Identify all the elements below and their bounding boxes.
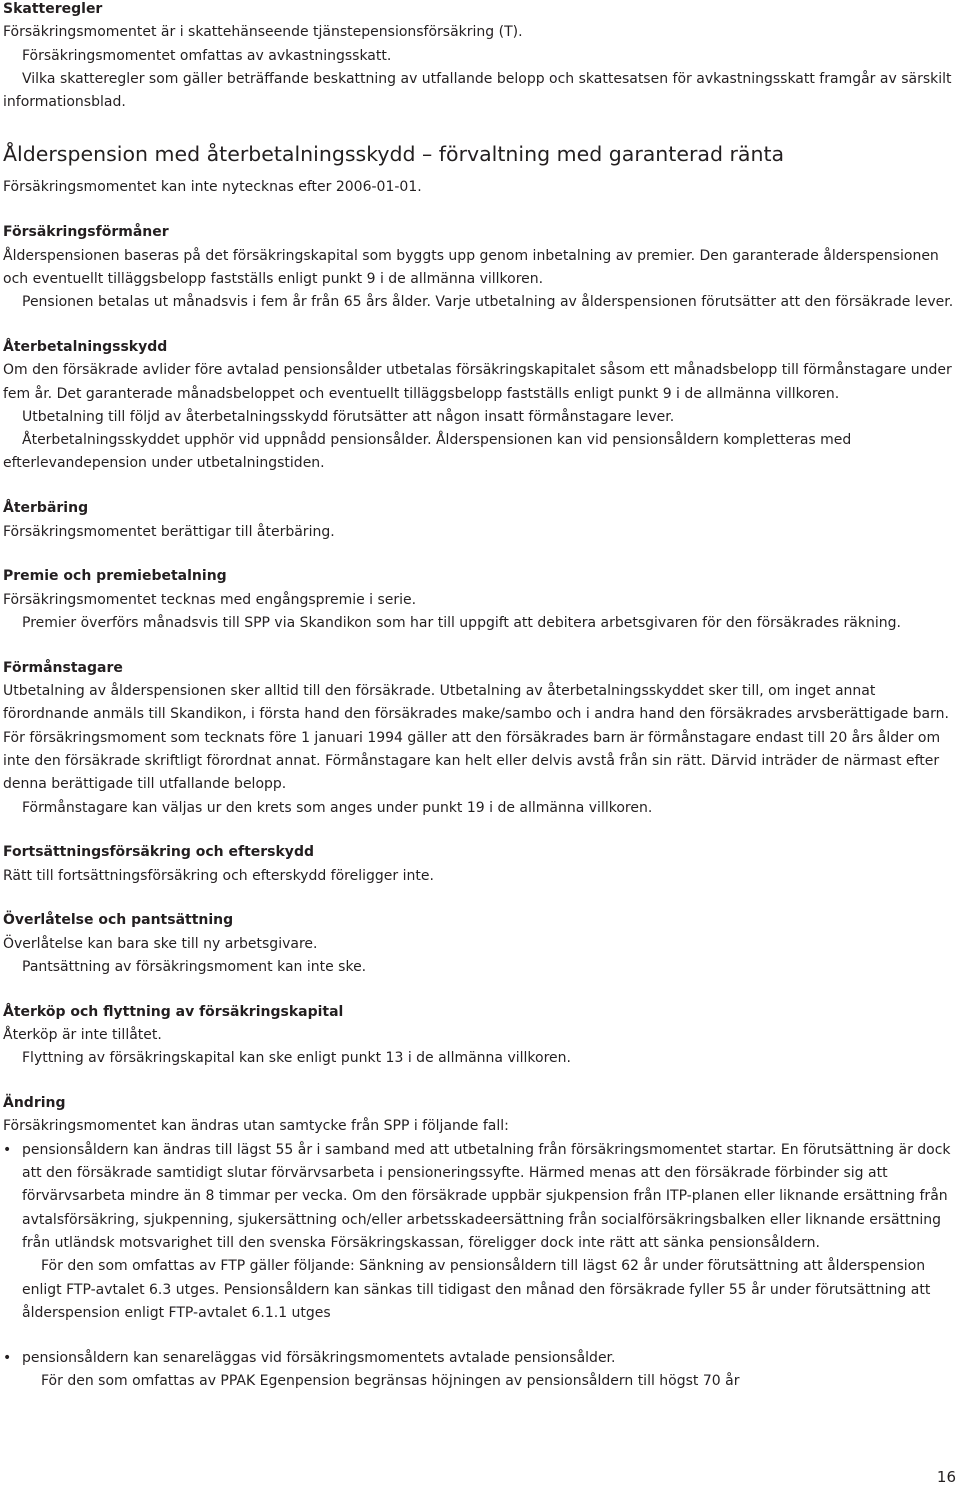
paragraph: Vilka skatteregler som gäller beträffande beskattning av utfallande belopp och skattesatsen för avkastningsskatt framgår av särskilt informationsblad. <box>3 70 952 111</box>
list-item-text: • pensionsåldern kan senareläggas vid försäkringsmomentets avtalade pensionsålder. <box>22 1350 616 1367</box>
section-heading: Försäkringsförmåner <box>3 224 169 241</box>
section-heading: Fortsättningsförsäkring och efterskydd <box>3 844 314 861</box>
tax-section <box>3 0 955 114</box>
change-list <box>3 1139 955 1394</box>
paragraph: Förmånstagare kan väljas ur den krets som anges under punkt 19 i de allmänna villkoren. <box>22 799 653 816</box>
paragraph: Överlåtelse kan bara ske till ny arbetsgivare. <box>3 935 318 952</box>
paragraph: Utbetalning av ålderspensionen sker alltid till den försäkrade. Utbetalning av återbetalningsskyddet sker till, om inget annat förordnande anmäls till Skandikon, i första hand den försäkrades make/sambo och i andra hand den försäkrades arvsberättigade barn. <box>3 683 949 723</box>
paragraph: Pantsättning av försäkringsmoment kan inte ske. <box>22 959 367 975</box>
paragraph: Försäkringsmomentet är i skattehänseende tjänstepensionsförsäkring (T). <box>3 24 523 41</box>
section-heading: Återbetalningsskydd <box>3 338 168 355</box>
paragraph: Utbetalning till följd av återbetalningsskydd förutsätter att någon insatt förmånstagare lever. <box>22 408 675 425</box>
paragraph: Återköp är inte tillåtet. <box>3 1027 162 1044</box>
bonus-section <box>3 497 955 544</box>
intro-paragraph: Försäkringsmomentet kan inte nytecknas efter 2006-01-01. <box>3 179 422 196</box>
list-item <box>3 1347 955 1394</box>
paragraph: Flyttning av försäkringskapital kan ske enligt punkt 13 i de allmänna villkoren. <box>22 1050 571 1067</box>
transfer-section <box>3 909 955 979</box>
list-item-note: För den som omfattas av FTP gäller följande: Sänkning av pensionsåldern till lägst 62 år under förutsättning att ålderspension enligt FTP-avtalet 6.3 utges. Pensionsåldern kan sänkas till tidigast den månad den försäkrade fyller 55 år under förutsättning att ålderspension enligt FTP-avtalet 6.1.1 utges <box>22 1258 931 1321</box>
list-item-note: För den som omfattas av PPAK Egenpension begränsas höjningen av pensionsåldern till högst 70 år <box>41 1373 740 1390</box>
continuation-section <box>3 841 955 888</box>
paragraph: Försäkringsmomentet kan ändras utan samtycke från SPP i följande fall: <box>3 1118 509 1135</box>
change-section <box>3 1092 955 1394</box>
section-heading: Skatteregler <box>3 1 103 17</box>
section-heading: Återbäring <box>3 500 89 517</box>
paragraph: Pensionen betalas ut månadsvis i fem år från 65 års ålder. Varje utbetalning av ålderspensionen förutsätter att den försäkrade lever. <box>22 294 954 311</box>
document-page <box>3 0 955 1394</box>
paragraph: Försäkringsmomentet berättigar till återbäring. <box>3 523 335 540</box>
list-item-text: • pensionsåldern kan ändras till lägst 55 år i samband med att utbetalning från försäkringsmomentet startar. En förutsättning är dock att den försäkrade samtidigt slutar förvärvsarbeta i pensioneringssyfte. Härmed menas att den försäkrade förbinder sig att förvärvsarbeta mindre än 8 timmar per vecka. Om den försäkrade uppbär sjukpension från ITP-planen eller liknande ersättning från avtalsförsäkring, sjukpenning, sjukersättning och/eller arbetsskadeersättning från socialförsäkringsbalken eller liknande ersättning från utländsk motsvarighet till den svenska Försäkringskassan, föreligger dock inte rätt att sänka pensionsåldern. <box>22 1141 951 1251</box>
paragraph: Ålderspensionen baseras på det försäkringskapital som byggts upp genom inbetalning av premier. Den garanterade ålderspensionen och eventuellt tilläggsbelopp fastställs enligt punkt 9 i de allmänna villkoren. <box>3 247 939 287</box>
section-heading: Återköp och flyttning av försäkringskapital <box>3 1003 344 1020</box>
paragraph: Återbetalningsskyddet upphör vid uppnådd pensionsålder. Ålderspensionen kan vid pensionsåldern kompletteras med efterlevandepension under utbetalningstiden. <box>3 432 852 472</box>
paragraph: Försäkringsmomentet tecknas med engångspremie i serie. <box>3 591 417 608</box>
beneficiary-section <box>3 657 955 820</box>
paragraph: Rätt till fortsättningsförsäkring och efterskydd föreligger inte. <box>3 867 434 884</box>
section-heading: Förmånstagare <box>3 659 123 676</box>
paragraph: Försäkringsmomentet omfattas av avkastningsskatt. <box>22 47 392 64</box>
benefits-section <box>3 221 955 314</box>
section-heading: Ändring <box>3 1095 66 1112</box>
page-title: Ålderspension med återbetalningsskydd – förvaltning med garanterad ränta <box>3 142 785 167</box>
refund-section <box>3 336 955 476</box>
section-heading: Överlåtelse och pantsättning <box>3 912 234 929</box>
premium-section <box>3 565 955 635</box>
page-number: 16 <box>936 1468 956 1486</box>
paragraph: Om den försäkrade avlider före avtalad pensionsålder utbetalas försäkringskapitalet såsom ett månadsbelopp till förmånstagare under fem år. Det garanterade månadsbeloppet och eventuellt tilläggsbelopp fastställs enligt punkt 9 i de allmänna villkoren. <box>3 362 952 402</box>
buyback-section <box>3 1001 955 1071</box>
section-heading: Premie och premiebetalning <box>3 568 227 585</box>
list-item <box>3 1139 955 1325</box>
paragraph: Premier överförs månadsvis till SPP via Skandikon som har till uppgift att debitera arbetsgivaren för den försäkrades räkning. <box>22 614 901 631</box>
paragraph: För försäkringsmoment som tecknats före 1 januari 1994 gäller att den försäkrades barn är förmånstagare endast till 20 års ålder om inte den försäkrade skriftligt förordnat annat. Förmånstagare kan helt eller delvis avstå från sin rätt. Därvid inträder de närmast efter denna berättigade till utfallande belopp. <box>3 729 941 793</box>
list-spacer <box>3 1325 955 1347</box>
